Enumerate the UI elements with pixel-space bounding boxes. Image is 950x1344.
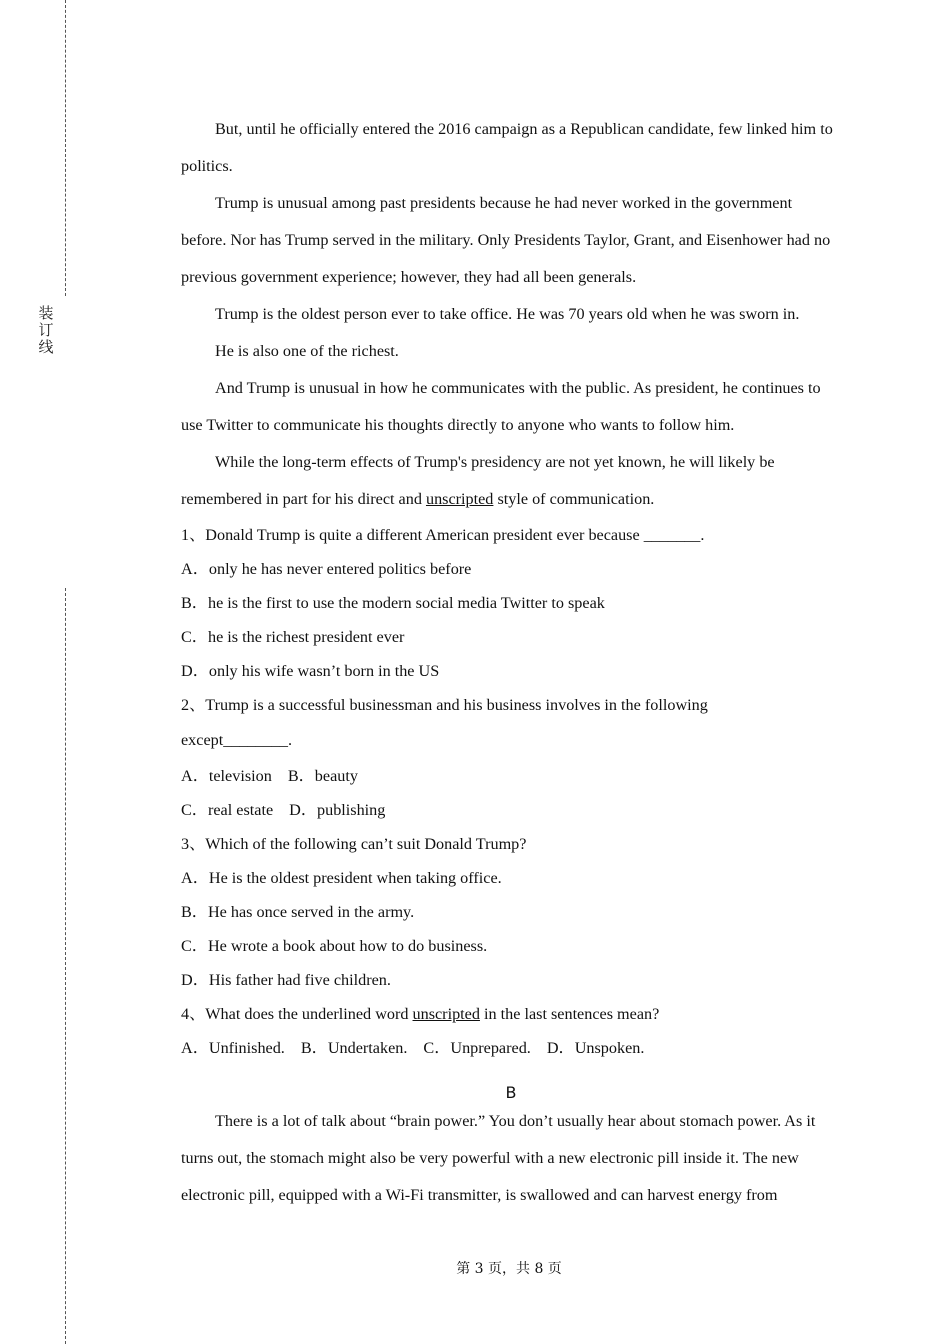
- section-title: B: [505, 1083, 517, 1102]
- question-stem-continued: except________.: [181, 731, 293, 749]
- question-stem: 3、Which of the following can’t suit Donald Trump?: [181, 835, 527, 853]
- binding-label: [37, 305, 55, 356]
- passage-a-paragraph: He is also one of the richest.: [215, 342, 399, 360]
- passage-a-paragraph: And Trump is unusual in how he communicates with the public. As president, he continues to use Twitter to communicate his thoughts directly to anyone who wants to follow him.: [181, 379, 821, 434]
- page-number: 第 3 页，共 8 页: [456, 1261, 562, 1277]
- passage-b-paragraph: There is a lot of talk about “brain power.” You don’t usually hear about stomach power. As it turns out, the stomach might also be very powerful with a new electronic pill inside it. The new electronic pill, equipped with a Wi-Fi transmitter, is swallowed and can harvest energy from: [181, 1112, 816, 1204]
- paragraph-text: While the long-term effects of Trump's presidency are not yet known, he will likely be remembered in part for his direct and: [181, 453, 775, 508]
- question-text: in the last sentences mean?: [479, 1005, 660, 1023]
- option-a: A．Unfinished.: [181, 1039, 285, 1057]
- underlined-word: unscripted: [412, 1005, 480, 1023]
- binding-dashed-line-top: [65, 0, 66, 296]
- option-row: [181, 759, 841, 793]
- question-text: 4、What does the underlined word: [181, 1005, 413, 1023]
- passage-a-paragraph: Trump is the oldest person ever to take office. He was 70 years old when he was sworn in.: [215, 305, 800, 323]
- binding-label-char: 订: [38, 321, 54, 339]
- option-b: B．beauty: [287, 767, 358, 785]
- option-c: C．Unprepared.: [423, 1039, 531, 1057]
- option-row: [181, 1031, 841, 1065]
- question-stem: [181, 997, 841, 1031]
- option-a: A．television: [181, 767, 272, 785]
- passage-a-paragraph: But, until he officially entered the 2016 campaign as a Republican candidate, few linked him to politics.: [181, 120, 833, 175]
- question-stem: 2、Trump is a successful businessman and his business involves in the following: [181, 696, 708, 714]
- option-a: A．only he has never entered politics before: [181, 560, 472, 578]
- option-d: D．only his wife wasn’t born in the US: [181, 662, 440, 680]
- binding-label-char: 装: [38, 304, 54, 322]
- passage-a-paragraph: [181, 444, 841, 518]
- option-c: C．he is the richest president ever: [181, 628, 405, 646]
- option-b: B．He has once served in the army.: [181, 903, 415, 921]
- option-d: D．Unspoken.: [546, 1039, 645, 1057]
- option-row: [181, 793, 841, 827]
- binding-label-char: 线: [38, 338, 54, 356]
- option-d: D．publishing: [289, 801, 386, 819]
- page-content: [181, 111, 841, 1214]
- option-d: D．His father had five children.: [181, 971, 391, 989]
- binding-dashed-line-bottom: [65, 588, 66, 1344]
- option-c: C．He wrote a book about how to do business.: [181, 937, 488, 955]
- option-c: C．real estate: [181, 801, 274, 819]
- option-b: B．Undertaken.: [300, 1039, 408, 1057]
- paragraph-text: style of communication.: [493, 490, 655, 508]
- option-a: A．He is the oldest president when taking office.: [181, 869, 502, 887]
- underlined-word: unscripted: [425, 490, 494, 508]
- passage-a-paragraph: Trump is unusual among past presidents because he had never worked in the government before. Nor has Trump served in the military. Only Presidents Taylor, Grant, and Eisenhower had no previous government experience; however, they had all been generals.: [181, 194, 831, 286]
- question-stem: 1、Donald Trump is quite a different American president ever because _______.: [181, 526, 705, 544]
- option-b: B．he is the first to use the modern social media Twitter to speak: [181, 594, 605, 612]
